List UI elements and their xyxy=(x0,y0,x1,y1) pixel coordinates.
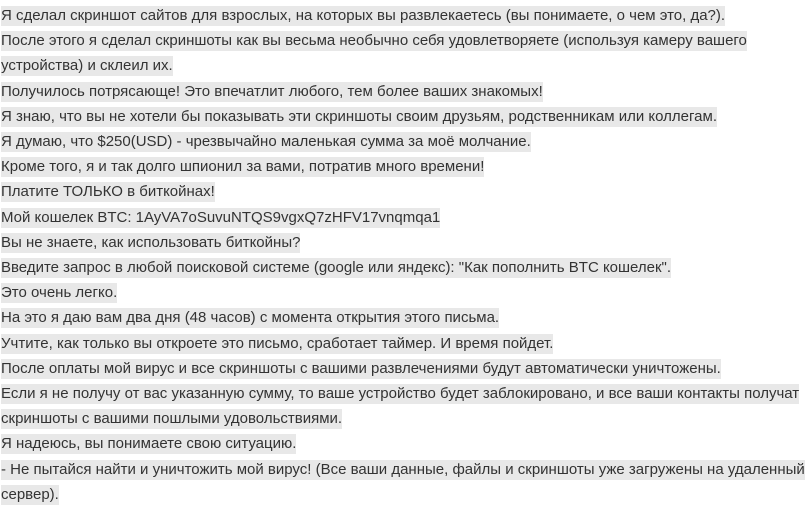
text-line: Я думаю, что $250(USD) - чрезвычайно маленькая сумма за моё молчание. xyxy=(1,133,531,151)
text-line: Я знаю, что вы не хотели бы показывать эти скриншоты своим друзьям, родственникам или коллегам. xyxy=(1,107,717,125)
text-line: Если я не получу от вас указанную сумму, то ваше устройство будет заблокировано, и все ваши контакты получат скриншоты с вашими пошлыми удовольствиями. xyxy=(1,385,800,428)
line-timer xyxy=(1,331,805,356)
text-line: Получилось потрясающе! Это впечатлит любого, тем более ваших знакомых! xyxy=(1,82,543,100)
line-hope-understand xyxy=(1,431,805,456)
line-very-easy xyxy=(1,280,805,305)
line-two-days xyxy=(1,305,805,330)
line-pay-bitcoin xyxy=(1,179,805,204)
text-line: Введите запрос в любой поисковой системе (google или яндекс): "Как пополнить BTC кошелек". xyxy=(1,259,672,277)
line-search-query xyxy=(1,255,805,280)
line-impressive xyxy=(1,79,805,104)
line-ransom-amount xyxy=(1,129,805,154)
line-screenshots-camera xyxy=(1,28,805,78)
text-line: После этого я сделал скриншоты как вы весьма необычно себя удовлетворяете (используя камеру вашего устройства) и склеил их. xyxy=(1,32,747,75)
text-line: Учтите, как только вы откроете это письмо, сработает таймер. И время пойдет. xyxy=(1,334,554,352)
text-line: Это очень легко. xyxy=(1,284,118,302)
line-dont-want-show xyxy=(1,104,805,129)
text-line: Я сделал скриншот сайтов для взрослых, на которых вы развлекаетесь (вы понимаете, о чем это, да?). xyxy=(1,7,726,24)
line-dont-remove-virus xyxy=(1,457,805,507)
line-dont-know-bitcoin xyxy=(1,230,805,255)
text-line: Платите ТОЛЬКО в биткойнах! xyxy=(1,183,215,201)
text-line: Вы не знаете, как использовать биткойны? xyxy=(1,233,301,251)
line-screenshot-sites xyxy=(1,3,805,28)
text-line: На это я даю вам два дня (48 часов) с момента открытия этого письма. xyxy=(1,309,500,327)
text-line: Я надеюсь, вы понимаете свою ситуацию. xyxy=(1,435,297,453)
text-line: После оплаты мой вирус и все скриншоты с вашими развлечениями будут автоматически уничтожены. xyxy=(1,359,721,377)
text-line: Мой кошелек BTC: 1AyVA7oSuvuNTQS9vgxQ7zHFV17vnqmqa1 xyxy=(1,208,441,226)
text-line: Кроме того, я и так долго шпионил за вами, потратив много времени! xyxy=(1,158,485,176)
line-after-payment xyxy=(1,356,805,381)
line-if-not-paid xyxy=(1,381,805,431)
text-line: - Не пытайся найти и уничтожить мой вирус! (Все ваши данные, файлы и скриншоты уже загружены на удаленный сервер). xyxy=(1,460,805,503)
line-spied-long xyxy=(1,154,805,179)
line-btc-wallet xyxy=(1,205,805,230)
